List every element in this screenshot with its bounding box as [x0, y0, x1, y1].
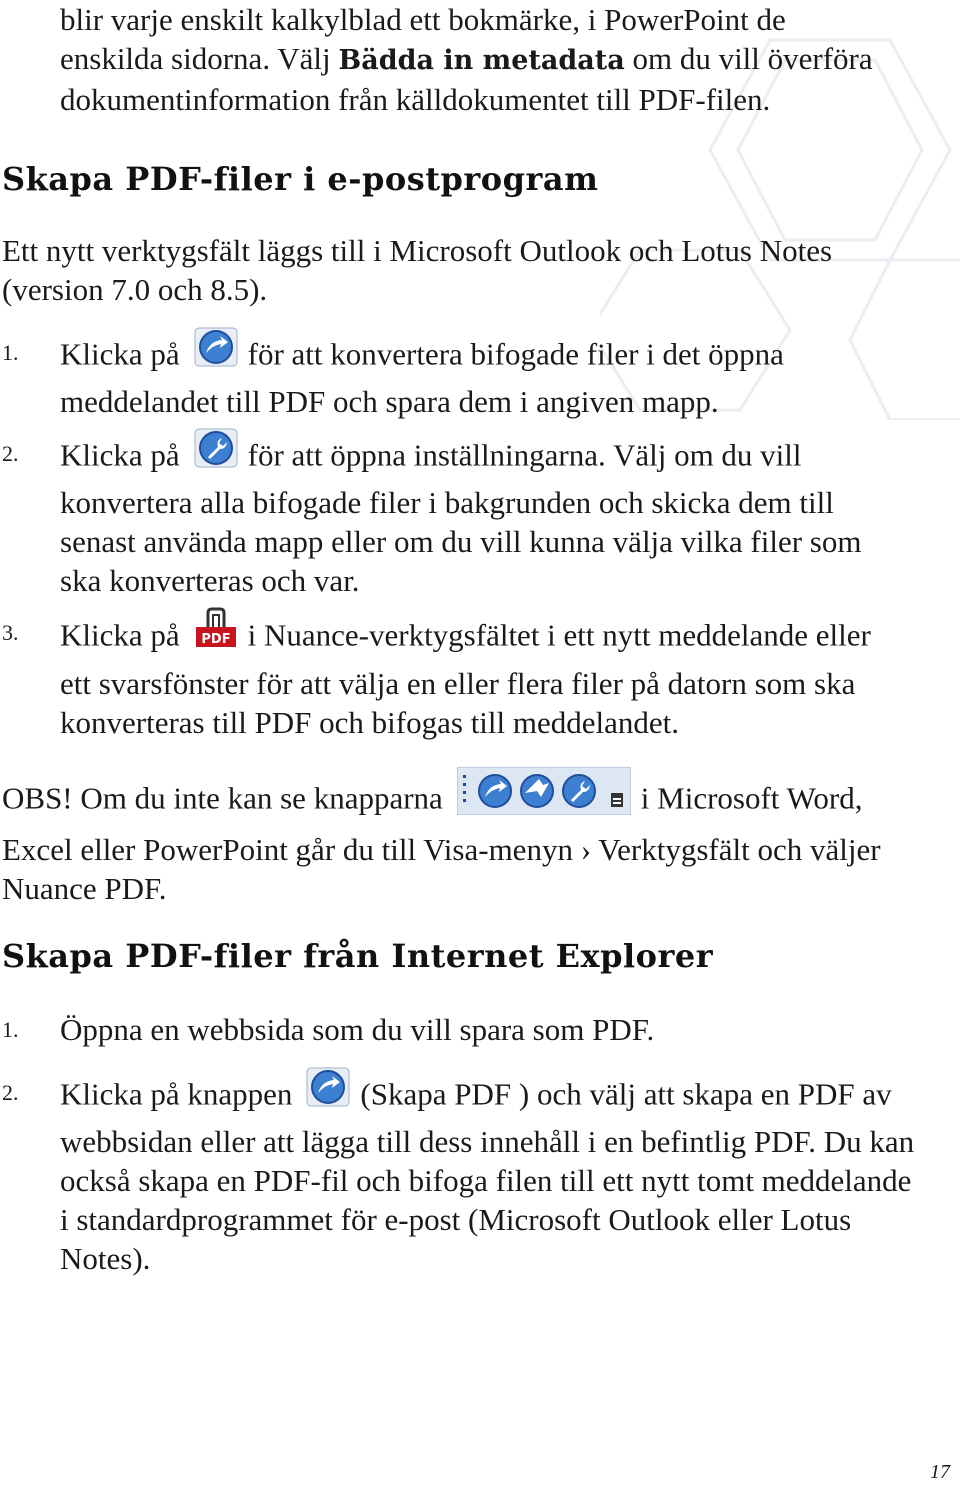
step-2-line-2: konvertera alla bifogade filer i bakgrunden och skicka dem till — [60, 485, 834, 520]
step-number: 1. — [2, 1017, 19, 1042]
step-2-pre: Klicka på — [60, 437, 180, 473]
note-line-1 — [2, 773, 942, 830]
note-pre: OBS! Om du inte kan se knapparna — [2, 780, 443, 816]
step-3 — [60, 613, 950, 742]
step-number: 2. — [2, 1080, 19, 1105]
ie-step-2-line-3: också skapa en PDF-fil och bifoga filen till ett nytt tomt meddelande — [60, 1163, 912, 1198]
step-2-line-1 — [60, 434, 950, 483]
ie-step-2-line-5: Notes). — [60, 1241, 151, 1276]
intro-line-1: blir varje enskilt kalkylblad ett bokmärke, i PowerPoint de — [60, 2, 786, 37]
note-line-2: Excel eller PowerPoint går du till Visa-menyn › Verktygsfält och väljer — [2, 832, 881, 867]
step-2 — [60, 434, 950, 600]
step-3-line-3: konverteras till PDF och bifogas till meddelandet. — [60, 705, 680, 740]
note-line-3: Nuance PDF. — [2, 871, 167, 906]
step-2-post: för att öppna inställningarna. Välj om du vill — [247, 437, 802, 473]
step-1 — [60, 333, 950, 421]
step-number: 2. — [2, 441, 19, 466]
ie-step-2-line-2: webbsidan eller att lägga till dess innehåll i en befintlig PDF. Du kan — [60, 1124, 915, 1159]
nuance-toolbar-icon — [457, 767, 631, 824]
ie-step-1-text: Öppna en webbsida som du vill spara som PDF. — [60, 1012, 655, 1047]
ie-step-2-line-4: i standardprogrammet för e-post (Microsoft Outlook eller Lotus — [60, 1202, 852, 1237]
section-heading-email: Skapa PDF-filer i e-postprogram — [2, 160, 599, 198]
step-1-line-2: meddelandet till PDF och spara dem i angiven mapp. — [60, 384, 719, 419]
section1-desc-line-1: Ett nytt verktygsfält läggs till i Microsoft Outlook och Lotus Notes — [2, 233, 833, 268]
attach-pdf-icon — [194, 607, 238, 658]
settings-wrench-icon — [194, 428, 238, 477]
intro-line-2 — [60, 39, 950, 80]
intro-paragraph — [60, 0, 950, 119]
ie-step-2-post: (Skapa PDF ) och välj att skapa en PDF av — [360, 1076, 892, 1112]
intro-line-2-text: enskilda sidorna. Välj — [60, 41, 339, 76]
create-pdf-icon — [306, 1067, 350, 1116]
section1-description — [2, 231, 942, 309]
intro-line-3: dokumentinformation från källdokumentet till PDF-filen. — [60, 82, 771, 117]
step-3-post: i Nuance-verktygsfältet i ett nytt meddelande eller — [247, 617, 871, 653]
ie-step-2 — [60, 1073, 950, 1278]
ie-step-2-line-1 — [60, 1073, 950, 1122]
pdf-icon-label: PDF — [201, 632, 231, 647]
note-post: i Microsoft Word, — [640, 780, 863, 816]
section1-desc-line-2: (version 7.0 och 8.5). — [2, 272, 268, 307]
bold-term-embed-metadata: Bädda in metadata — [338, 45, 625, 76]
step-1-line-1 — [60, 333, 950, 382]
step-1-pre: Klicka på — [60, 336, 180, 372]
step-3-line-2: ett svarsfönster för att välja en eller flera filer på datorn som ska — [60, 666, 856, 701]
convert-attachments-icon — [194, 327, 238, 376]
step-3-line-1 — [60, 613, 950, 664]
step-2-line-3: senast använda mapp eller om du vill kunna välja vilka filer som — [60, 524, 862, 559]
step-3-pre: Klicka på — [60, 617, 180, 653]
intro-line-2-tail: om du vill överföra — [624, 41, 873, 76]
step-number: 1. — [2, 340, 19, 365]
note-paragraph — [2, 773, 942, 908]
step-1-post: för att konvertera bifogade filer i det öppna — [247, 336, 784, 372]
step-number: 3. — [2, 620, 19, 645]
ie-step-1 — [60, 1010, 950, 1049]
ie-step-2-pre: Klicka på knappen — [60, 1076, 293, 1112]
step-2-line-4: ska konverteras och var. — [60, 563, 360, 598]
section-heading-internet-explorer: Skapa PDF-filer från Internet Explorer — [2, 937, 714, 975]
page-number: 17 — [930, 1461, 950, 1483]
